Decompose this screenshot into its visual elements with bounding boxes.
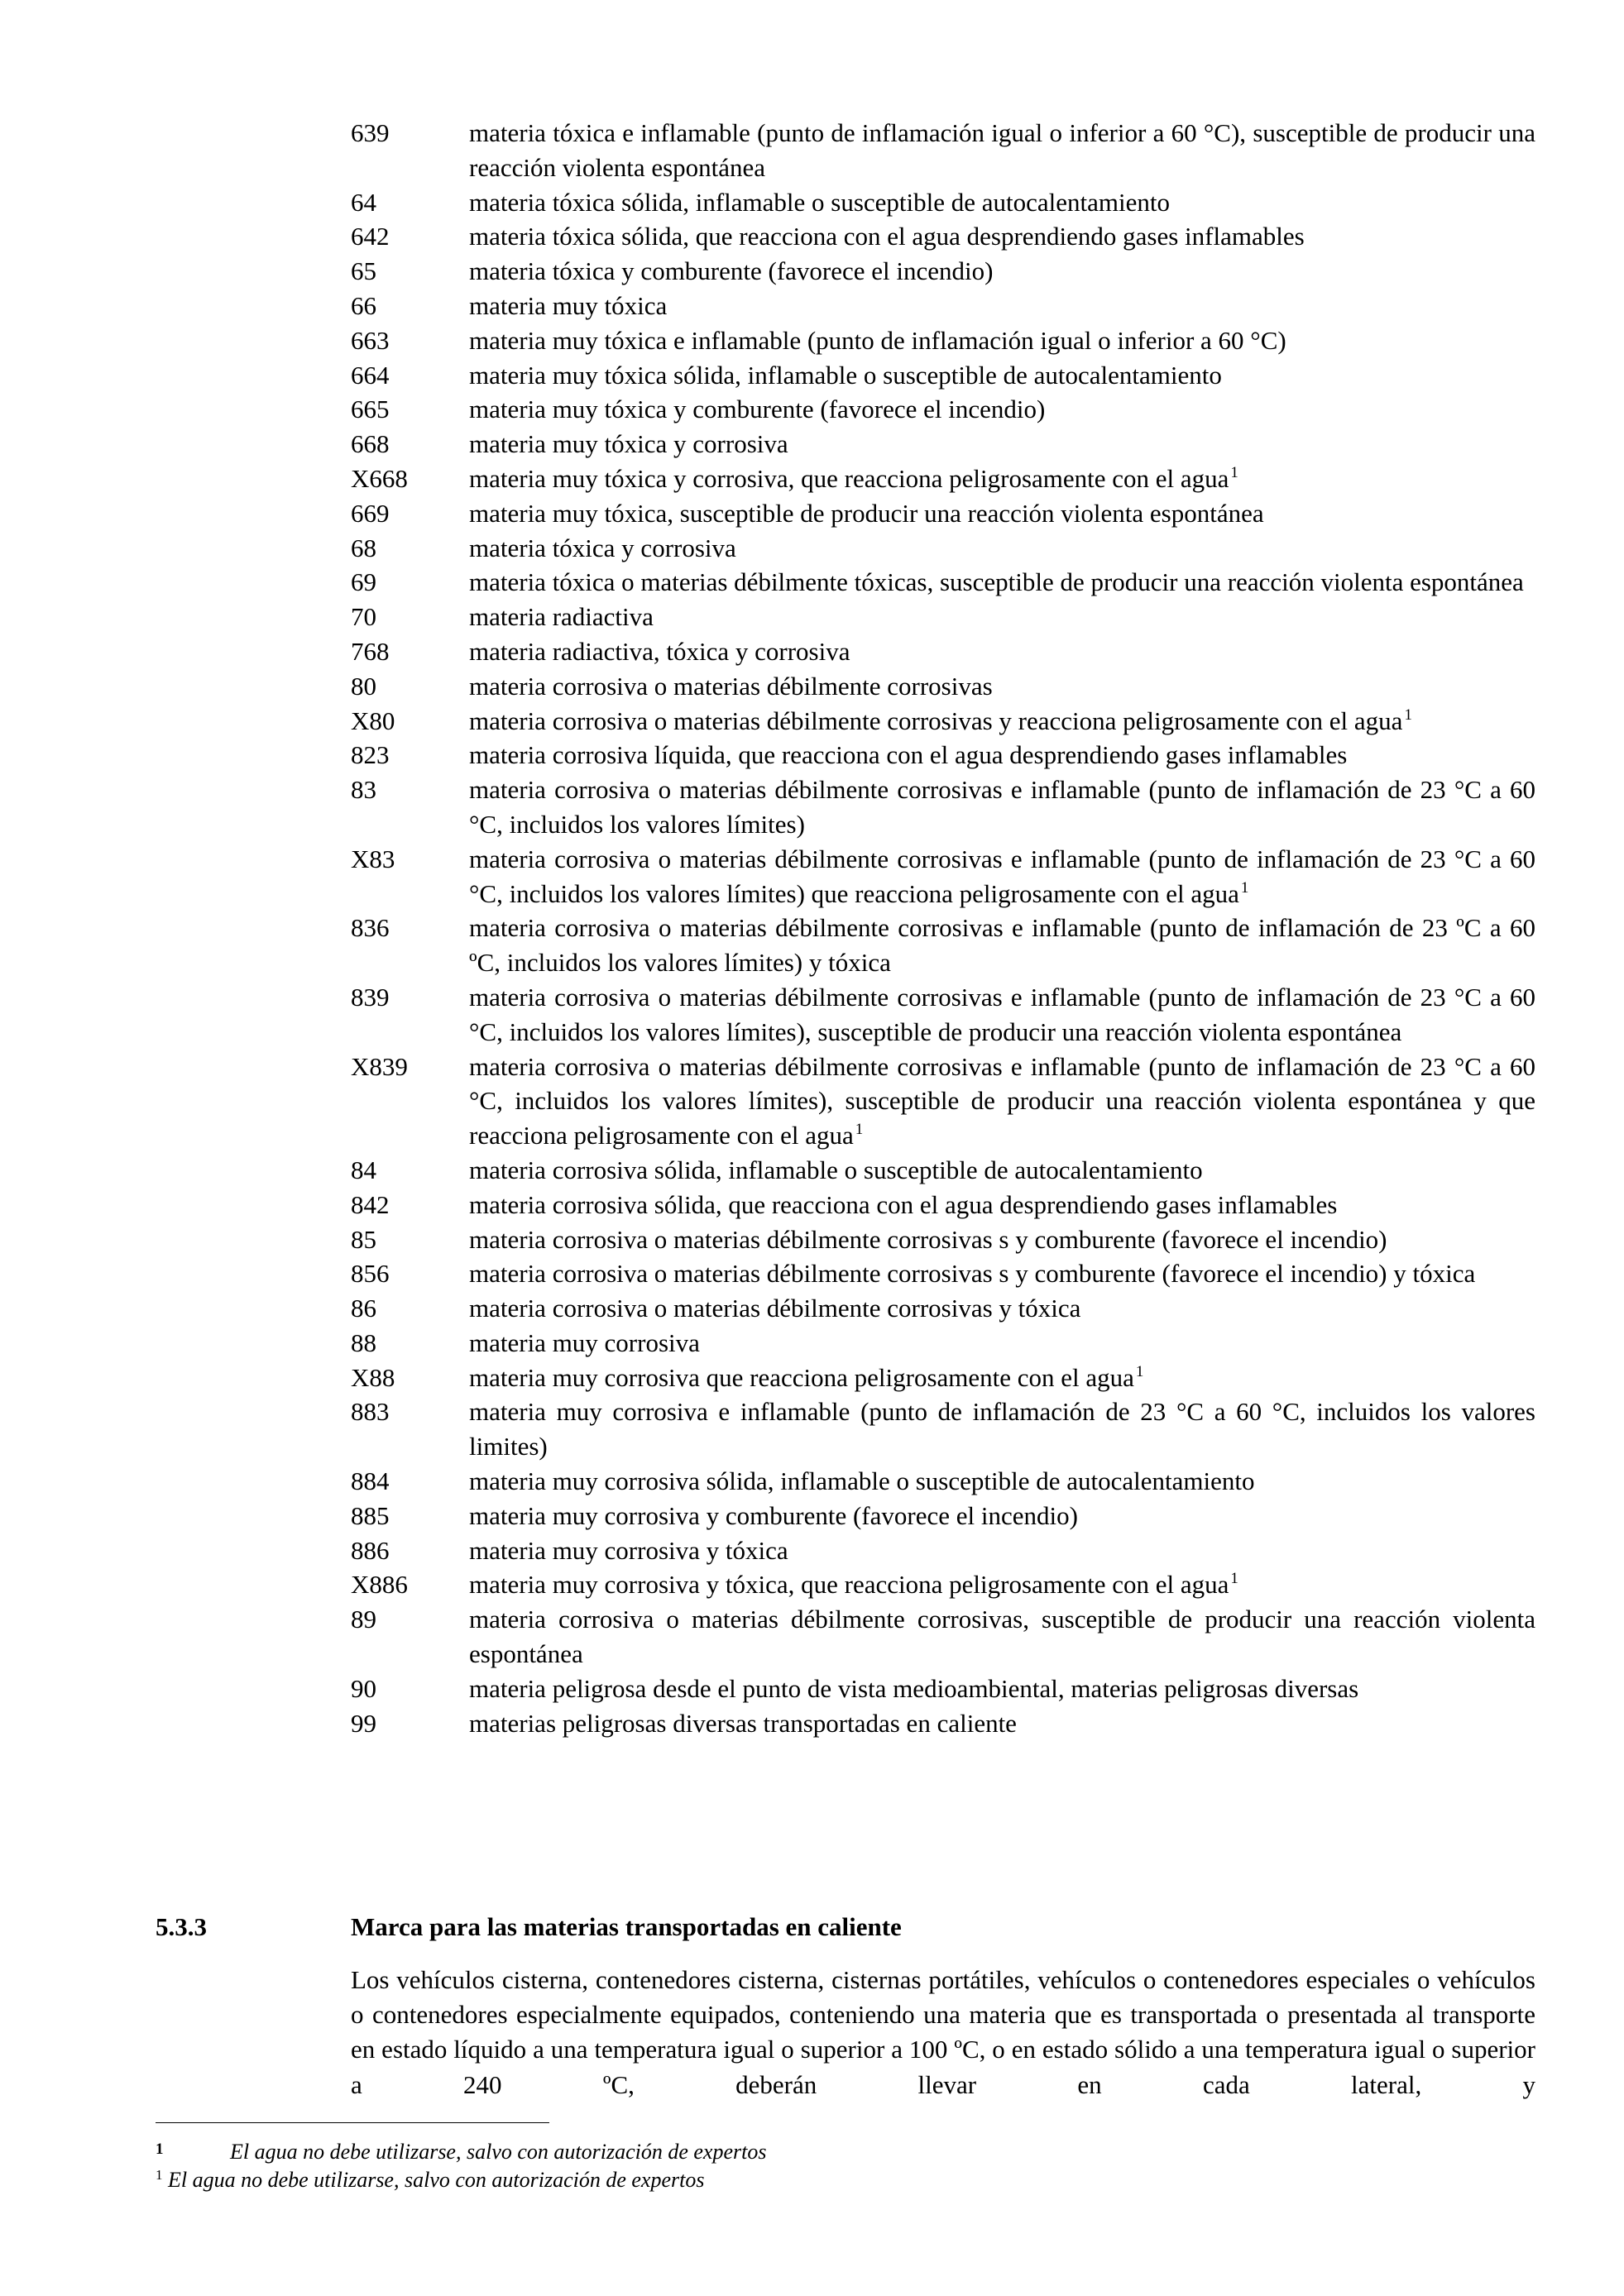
hazard-code: 84 [351,1155,376,1184]
hazard-description [469,427,1535,462]
hazard-description-text: materia corrosiva o materias débilmente corrosivas y reacciona peligrosamente con el agua [469,706,1403,735]
hazard-description [469,704,1535,739]
footnote-duplicate-mark: 1 [156,2167,163,2183]
hazard-description [469,185,1535,220]
hazard-description [469,738,1535,773]
hazard-description [469,1394,1535,1464]
hazard-code: X80 [351,706,395,735]
hazard-code-row [351,531,1535,566]
hazard-code-row [351,219,1535,254]
hazard-code: 70 [351,602,376,632]
hazard-description-text: materia corrosiva o materias débilmente corrosivas y tóxica [469,1294,1081,1323]
hazard-code: 823 [351,740,390,770]
hazard-description [469,392,1535,427]
hazard-description-text: materia muy tóxica, susceptible de producir una reacción violenta espontánea [469,498,1264,528]
footnote-duplicate [156,2167,704,2193]
hazard-code-row [351,1499,1535,1533]
hazard-description [469,1706,1535,1741]
hazard-code-row [351,254,1535,289]
hazard-description [469,1326,1535,1361]
hazard-code-row [351,1188,1535,1222]
hazard-description [469,219,1535,254]
hazard-code-row [351,496,1535,531]
hazard-description-text: materia muy tóxica y corrosiva [469,429,788,459]
hazard-code: 885 [351,1500,390,1530]
hazard-description [469,842,1535,911]
hazard-description [469,531,1535,566]
footnote-reference: 1 [855,1121,864,1139]
hazard-description-text: materia corrosiva sólida, inflamable o susceptible de autocalentamiento [469,1155,1203,1184]
hazard-code-row [351,462,1535,496]
hazard-description-text: materia radiactiva, tóxica y corrosiva [469,636,850,666]
hazard-code: 886 [351,1535,390,1565]
hazard-code: 884 [351,1466,390,1496]
hazard-code-row [351,1672,1535,1706]
hazard-code: 639 [351,118,390,147]
hazard-description [469,1291,1535,1326]
hazard-code: 85 [351,1224,376,1254]
section-number: 5.3.3 [156,1912,207,1941]
hazard-code-row [351,1222,1535,1257]
hazard-code-row [351,1153,1535,1188]
hazard-code: 83 [351,775,376,805]
hazard-description [469,1361,1535,1395]
hazard-code-row [351,1361,1535,1395]
hazard-code: X88 [351,1362,395,1392]
hazard-description [469,254,1535,289]
hazard-description [469,1256,1535,1291]
footnote [156,2139,766,2165]
hazard-description [469,1153,1535,1188]
hazard-description [469,1499,1535,1533]
hazard-description-text: materia muy tóxica sólida, inflamable o susceptible de autocalentamiento [469,360,1222,390]
hazard-description [469,496,1535,531]
hazard-code-row [351,1602,1535,1672]
hazard-code-row [351,358,1535,393]
hazard-code: 86 [351,1294,376,1323]
hazard-code: 856 [351,1259,390,1289]
hazard-description-text: materia tóxica e inflamable (punto de inflamación igual o inferior a 60 °C), susceptible de producir una reacción violenta espontánea [469,118,1535,182]
hazard-description [469,289,1535,323]
footnote-reference: 1 [1404,706,1412,724]
hazard-description-text: materia muy corrosiva que reacciona peligrosamente con el agua [469,1362,1134,1392]
hazard-code-list [351,116,1535,1740]
footnote-duplicate-text: El agua no debe utilizarse, salvo con autorización de expertos [168,2168,705,2192]
hazard-code: 90 [351,1673,376,1703]
hazard-description-text: materia radiactiva [469,602,654,632]
hazard-code-row [351,565,1535,600]
hazard-code: 69 [351,567,376,597]
hazard-description-text: materia corrosiva o materias débilmente corrosivas e inflamable (punto de inflamación de 23 °C a 60 °C, incluidos los valores límites), susceptible de producir una reacción violenta espontánea y que reacciona peligrosamente con el agua [469,1051,1535,1150]
hazard-code: 664 [351,360,390,390]
hazard-code: 883 [351,1397,390,1427]
footnote-reference: 1 [1230,1570,1238,1588]
hazard-description-text: materia tóxica sólida, inflamable o susceptible de autocalentamiento [469,187,1171,217]
hazard-description [469,1464,1535,1499]
hazard-code-row [351,1291,1535,1326]
hazard-code: 65 [351,256,376,286]
hazard-code-row [351,1567,1535,1602]
hazard-code-row [351,600,1535,634]
section-paragraph: Los vehículos cisterna, contenedores cisterna, cisternas portátiles, vehículos o contenedores especiales o vehículos o contenedores especialmente equipados, conteniendo una materia que es transportada o presentada al transporte en estado líquido a una temperatura igual o superior a 100 ºC, o en estado sólido a una temperatura igual o superior a 240 ºC, deberán llevar en cada lateral, y [351,1965,1535,2099]
hazard-code-row [351,704,1535,739]
hazard-code: 836 [351,913,390,943]
hazard-description-text: materia corrosiva o materias débilmente corrosivas e inflamable (punto de inflamación de 23 °C a 60 °C, incluidos los valores límites) que reacciona peligrosamente con el agua [469,844,1535,908]
hazard-code-row [351,738,1535,773]
hazard-code-row [351,323,1535,358]
hazard-code: 66 [351,290,376,320]
hazard-code-row [351,1533,1535,1568]
hazard-code: 642 [351,222,390,251]
hazard-description-text: materia muy tóxica e inflamable (punto de inflamación igual o inferior a 60 °C) [469,325,1286,355]
hazard-description [469,1533,1535,1568]
hazard-code: X886 [351,1570,408,1600]
footnote-reference: 1 [1230,463,1238,481]
hazard-description [469,773,1535,842]
hazard-code: 89 [351,1605,376,1634]
hazard-description-text: materia tóxica y comburente (favorece el incendio) [469,256,994,286]
hazard-description-text: materia corrosiva o materias débilmente corrosivas e inflamable (punto de inflamación de 23 °C a 60 °C, incluidos los valores límites), susceptible de producir una reacción violenta espontánea [469,982,1535,1046]
hazard-description-text: materias peligrosas diversas transportadas en caliente [469,1708,1017,1738]
hazard-code: 768 [351,636,390,666]
hazard-description-text: materia tóxica o materias débilmente tóxicas, susceptible de producir una reacción violenta espontánea [469,567,1524,597]
hazard-description-text: materia muy corrosiva y tóxica, que reacciona peligrosamente con el agua [469,1570,1229,1600]
hazard-description-text: materia muy corrosiva y tóxica [469,1535,788,1565]
hazard-code: X668 [351,463,408,493]
hazard-code: 663 [351,325,390,355]
hazard-code-row [351,634,1535,669]
hazard-code: 839 [351,982,390,1012]
hazard-code-row [351,1050,1535,1153]
footnote-separator [156,2122,549,2123]
hazard-description [469,980,1535,1050]
hazard-description [469,1222,1535,1257]
hazard-description-text: materia muy corrosiva e inflamable (punto de inflamación de 23 °C a 60 °C, incluidos los valores limites) [469,1397,1535,1461]
hazard-code: 88 [351,1327,376,1357]
hazard-description-text: materia corrosiva o materias débilmente corrosivas e inflamable (punto de inflamación de 23 ºC a 60 ºC, incluidos los valores límites) y tóxica [469,913,1535,978]
hazard-description-text: materia muy tóxica [469,290,668,320]
hazard-code-row [351,185,1535,220]
hazard-description-text: materia muy corrosiva y comburente (favorece el incendio) [469,1500,1078,1530]
hazard-description [469,600,1535,634]
hazard-code: X83 [351,844,395,873]
hazard-description [469,462,1535,496]
footnote-reference: 1 [1135,1362,1144,1380]
section-title: Marca para las materias transportadas en caliente [351,1912,902,1941]
footnote-text: El agua no debe utilizarse, salvo con autorización de expertos [230,2140,767,2164]
hazard-code-row [351,392,1535,427]
hazard-code: 842 [351,1189,390,1219]
hazard-description-text: materia corrosiva sólida, que reacciona con el agua desprendiendo gases inflamables [469,1189,1338,1219]
hazard-description [469,565,1535,600]
hazard-description-text: materia muy corrosiva [469,1327,700,1357]
hazard-code: X839 [351,1051,408,1081]
hazard-code-row [351,980,1535,1050]
hazard-code-row [351,116,1535,185]
hazard-code: 68 [351,533,376,562]
hazard-description [469,323,1535,358]
hazard-code: 99 [351,1708,376,1738]
hazard-description-text: materia tóxica sólida, que reacciona con el agua desprendiendo gases inflamables [469,222,1305,251]
footnote-mark: 1 [156,2141,164,2158]
hazard-description [469,1050,1535,1153]
hazard-description [469,1672,1535,1706]
hazard-description-text: materia corrosiva líquida, que reacciona con el agua desprendiendo gases inflamables [469,740,1348,770]
hazard-code: 80 [351,671,376,701]
hazard-code-row [351,1464,1535,1499]
hazard-description-text: materia corrosiva o materias débilmente corrosivas, susceptible de producir una reacción violenta espontánea [469,1605,1535,1669]
hazard-description-text: materia corrosiva o materias débilmente corrosivas s y comburente (favorece el incendio) y tóxica [469,1259,1476,1289]
hazard-code-row [351,1394,1535,1464]
hazard-code: 669 [351,498,390,528]
hazard-code-row [351,427,1535,462]
hazard-description [469,1567,1535,1602]
hazard-description-text: materia muy tóxica y comburente (favorece el incendio) [469,395,1046,424]
hazard-description-text: materia corrosiva o materias débilmente corrosivas s y comburente (favorece el incendio) [469,1224,1387,1254]
hazard-description [469,669,1535,704]
hazard-description-text: materia muy corrosiva sólida, inflamable o susceptible de autocalentamiento [469,1466,1255,1496]
hazard-description [469,634,1535,669]
hazard-code-row [351,842,1535,911]
footnote-reference: 1 [1240,878,1249,897]
hazard-description-text: materia corrosiva o materias débilmente corrosivas [469,671,993,701]
hazard-description-text: materia peligrosa desde el punto de vista medioambiental, materias peligrosas diversas [469,1673,1359,1703]
hazard-description [469,911,1535,980]
hazard-code-row [351,1706,1535,1741]
hazard-description [469,1602,1535,1672]
hazard-code-row [351,1256,1535,1291]
hazard-code-row [351,669,1535,704]
hazard-code: 64 [351,187,376,217]
hazard-code-row [351,773,1535,842]
hazard-code-row [351,289,1535,323]
hazard-description [469,1188,1535,1222]
hazard-description-text: materia corrosiva o materias débilmente corrosivas e inflamable (punto de inflamación de 23 °C a 60 °C, incluidos los valores límites) [469,775,1535,839]
hazard-description [469,358,1535,393]
hazard-description [469,116,1535,185]
hazard-code-row [351,1326,1535,1361]
hazard-code: 665 [351,395,390,424]
hazard-description-text: materia muy tóxica y corrosiva, que reacciona peligrosamente con el agua [469,463,1229,493]
hazard-code: 668 [351,429,390,459]
hazard-description-text: materia tóxica y corrosiva [469,533,736,562]
hazard-code-row [351,911,1535,980]
